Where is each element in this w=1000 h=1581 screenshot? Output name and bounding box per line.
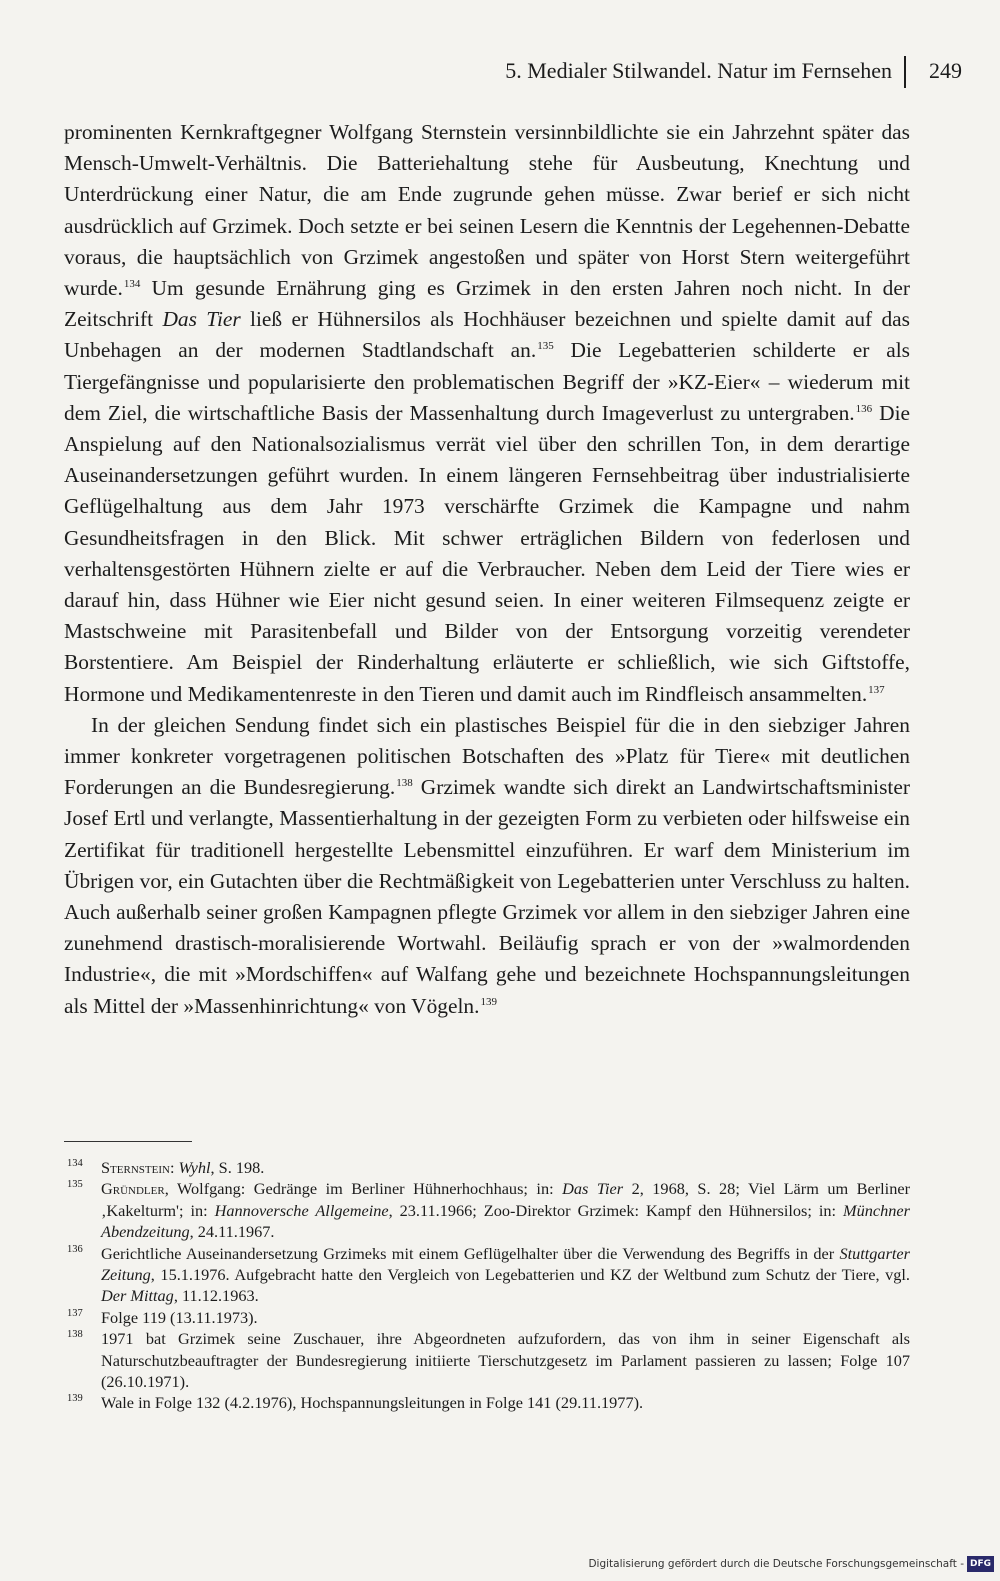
footnote-135: 135 Gründler, Wolfgang: Gedränge im Berliner Hühnerhochhaus; in: Das Tier 2, 1968, S. 28; Viel Lärm um Berliner ‚Kakelturm'; in: Hannoversche Allgemeine, 23.11.1966; Zoo-Direktor Grzimek: Kampf den Hühnersilos; in: Münchner Abendzeitung, 24.11.1967. xyxy=(67,1179,910,1242)
header-divider xyxy=(904,56,906,88)
footnote-139: 139 Wale in Folge 132 (4.2.1976), Hochspannungsleitungen in Folge 141 (29.11.1977). xyxy=(67,1393,644,1413)
footnote-ref: 138 xyxy=(396,777,413,790)
footnote-134: 134 Sternstein: Wyhl, S. 198. xyxy=(67,1158,265,1177)
footnote-136: 136 Gerichtliche Auseinandersetzung Grzimeks mit einem Geflügelhalter über die Verwendung des Begriffs in der Stuttgarter Zeitung, 15.1.1976. Aufgebracht hatte den Vergleich von Legebatterien und KZ der Weltbund zum Schutz der Tiere, vgl. Der Mittag, 11.12.1963. xyxy=(67,1243,910,1306)
footnote-ref: 137 xyxy=(868,683,885,696)
footnote-number: 136 xyxy=(67,1243,83,1255)
main-text xyxy=(64,117,910,1022)
footnote-ref: 136 xyxy=(855,402,873,415)
footnote-137: 137 Folge 119 (13.11.1973). xyxy=(67,1307,258,1327)
page-number: 249 xyxy=(929,58,962,83)
credit-text: Digitalisierung gefördert durch die Deutsche Forschungsgemeinschaft - xyxy=(588,1558,964,1570)
footnote-ref: 139 xyxy=(480,995,497,1008)
running-head xyxy=(62,54,962,88)
paragraph-2: In der gleichen Sendung findet sich ein plastisches Beispiel für die in den siebziger Jahren immer konkreter vorgetragenen politischen Botschaften des »Platz für Tiere« mit deutlichen Forderungen an die Bundesregierung.$^{138}$ Grzimek wandte sich direkt an Landwirtschaftsminister Josef Ertl und verlangte, Massentierhaltung in der gezeigten Form zu verbieten oder hilfsweise ein Zertifikat für traditionell hergestellte Lebensmittel einzuführen. Er warf dem Ministerium im Übrigen vor, ein Gutachten über die Rechtmäßigkeit von Legebatterien unter Verschluss zu halten. Auch außerhalb seiner großen Kampagnen pflegte Grzimek vor allem in den siebziger Jahren eine zunehmend drastisch-moralisierende Wortwahl. Beiläufig sprach er von der »walmordenden Industrie«, die mit »Mordschiffen« auf Walfang gehe und bezeichnete Hochspannungsleitungen als Mittel der »Massenhinrichtung« von Vögeln.$^{139}$ xyxy=(64,712,910,1018)
footnote-ref: 135 xyxy=(537,340,554,353)
footnote-number: 138 xyxy=(67,1329,83,1341)
footnote-number: 134 xyxy=(67,1158,83,1169)
digitization-credit xyxy=(588,1554,994,1574)
footnotes xyxy=(64,1157,910,1414)
dfg-logo: DFG xyxy=(967,1556,994,1572)
footnote-divider xyxy=(64,1141,192,1142)
footnote-number: 139 xyxy=(67,1393,83,1405)
chapter-title: 5. Medialer Stilwandel. Natur im Fernsehen xyxy=(505,58,892,83)
paragraph-1: prominenten Kernkraftgegner Wolfgang Sternstein versinnbildlichte sie ein Jahrzehnt später das Mensch-Umwelt-Verhältnis. Die Batteriehaltung stehe für Ausbeutung, Knechtung und Unterdrückung einer Natur, die am Ende zugrunde gehen müsse. Zwar berief er sich nicht ausdrücklich auf Grzimek. Doch setzte er bei seinen Lesern die Kenntnis der Legehennen-Debatte voraus, die hauptsächlich von Grzimek angestoßen und später von Horst Stern weitergeführt wurde.$^{134}$ Um gesunde Ernährung ging es Grzimek in den ersten Jahren noch nicht. In der Zeitschrift Das Tier ließ er Hühnersilos als Hochhäuser bezeichnen und spielte damit auf das Unbehagen an der modernen Stadtlandschaft an.$^{135}$ Die Legebatterien schilderte er als Tiergefängnisse und popularisierte den problematischen Begriff der »KZ-Eier« – wiederum mit dem Ziel, die wirtschaftliche Basis der Massenhaltung durch Imageverlust zu untergraben.$^{136}$ Die Anspielung auf den Nationalsozialismus verrät viel über den schrillen Ton, in dem derartige Auseinandersetzungen geführt wurden. In einem längeren Fernsehbeitrag über industrialisierte Geflügelhaltung aus dem Jahr 1973 verschärfte Grzimek die Kampagne und nahm Gesundheitsfragen in den Blick. Mit schwer erträglichen Bildern von federlosen und verhaltensgestörten Hühnern zielte er auf die Verbraucher. Neben dem Leid der Tiere wies er darauf hin, dass Hühner wie Eier nicht gesund seien. In einer weiteren Filmsequenz zeigte er Mastschweine mit Parasitenbefall und Bilder von der Entsorgung vorzeitig verendeter Borstentiere. Am Beispiel der Rinderhaltung erläuterte er schließlich, wie sich Giftstoffe, Hormone und Medikamentenreste in den Tieren und damit auch im Rindfleisch ansammelten.$^{137}$ xyxy=(64,120,911,706)
footnote-ref: 134 xyxy=(123,278,141,291)
footnote-number: 137 xyxy=(67,1307,83,1319)
footnote-138: 138 1971 bat Grzimek seine Zuschauer, ihre Abgeordneten aufzufordern, das von ihm in seiner Eigenschaft als Naturschutzbeauftragter der Bundesregierung initiierte Tierschutzgesetz im Parlament passieren zu lassen; Folge 107 (26.10.1971). xyxy=(67,1329,910,1392)
footnote-number: 135 xyxy=(67,1179,83,1191)
